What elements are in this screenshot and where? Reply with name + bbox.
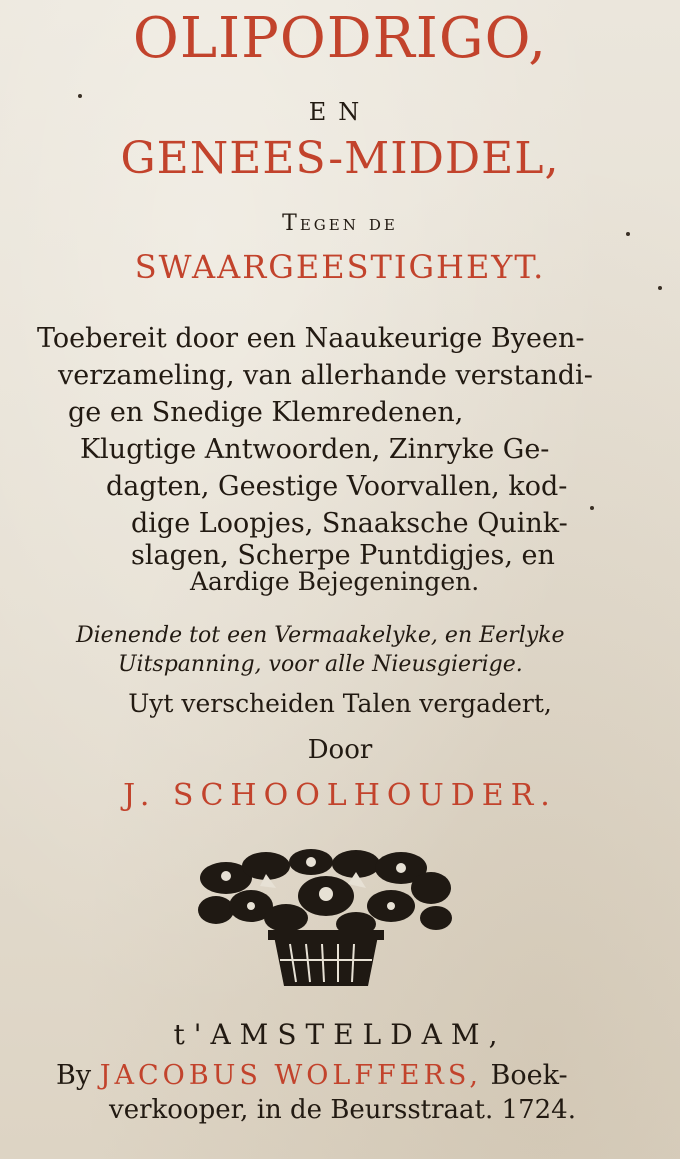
body-line-4: Klugtige Antwoorden, Zinryke Ge- [80,434,550,465]
paper-speck [658,286,662,290]
dedication-line-1: Dienende tot een Vermaakelyke, en Eerlyke [76,623,565,648]
author-name: J. SCHOOLHOUDER. [123,778,557,813]
publisher-prefix: By [56,1060,92,1091]
languages-line: Uyt verscheiden Talen vergadert, [128,689,552,718]
body-line-8: Aardige Bejegeningen. [190,567,480,596]
door-label: Door [307,735,373,765]
body-line-7: slagen, Scherpe Puntdigjes, en [131,540,555,571]
city-line: t'AMSTELDAM, [173,1018,507,1051]
paper-speck [626,232,630,236]
main-title: OLIPODRIGO, [132,6,548,71]
tertiary-title: SWAARGEESTIGHEYT. [134,248,546,286]
publisher-line-2: verkooper, in de Beursstraat. 1724. [109,1095,576,1125]
paper-speck [78,94,82,98]
publisher-line-1 [56,1060,568,1091]
publisher-suffix: Boek- [490,1060,568,1091]
body-line-6: dige Loopjes, Snaaksche Quink- [131,508,568,539]
dedication-line-2: Uitspanning, voor alle Nieusgierige. [118,652,523,677]
paper-speck [590,506,594,510]
flower-basket-woodcut-icon [196,848,456,990]
body-line-5: dagten, Geestige Voorvallen, kod- [106,471,568,502]
body-line-3: ge en Snedige Klemredenen, [68,397,464,428]
conjunction-en: EN [308,98,372,126]
tegen-de-line: Tegen de [282,211,398,236]
body-line-2: verzameling, van allerhande verstandi- [58,360,593,391]
secondary-title: GENEES-MIDDEL, [120,133,560,184]
publisher-name: JACOBUS WOLFFERS, [99,1060,482,1091]
body-line-1: Toebereit door een Naaukeurige Byeen- [37,323,585,354]
